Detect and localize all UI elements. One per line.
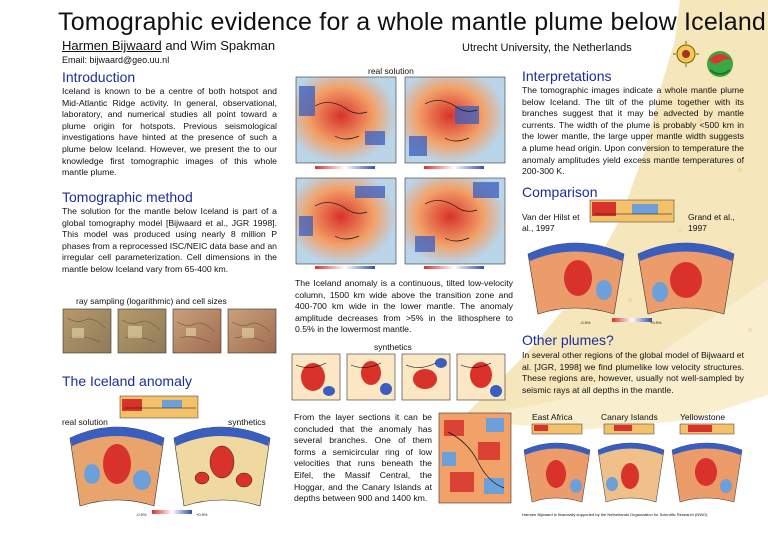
university-logo <box>670 38 740 80</box>
other-plumes-heading: Other plumes? <box>522 332 614 348</box>
other-plumes-sections <box>520 422 750 508</box>
anomaly-real-label: real solution <box>62 417 108 427</box>
middle-real-label: real solution <box>368 66 414 76</box>
ray-sampling-caption: ray sampling (logarithmic) and cell sizes <box>76 296 227 306</box>
anomaly-scale-max: +0.5% <box>196 512 208 517</box>
anomaly-cross-sections <box>62 394 284 518</box>
plume-label-canary-islands: Canary Islands <box>601 412 658 422</box>
comparison-scale-min: -0.5% <box>580 320 591 325</box>
comparison-right-label: Grand et al., 1997 <box>688 212 735 233</box>
plume-label-yellowstone: Yellowstone <box>680 412 726 422</box>
anomaly-synthetics-label: synthetics <box>228 417 266 427</box>
plume-label-east-africa: East Africa <box>532 412 573 422</box>
ray-sampling-maps <box>62 308 282 358</box>
anomaly-heading: The Iceland anomaly <box>62 373 192 389</box>
interpretations-text: The tomographic images indicate a whole mantle plume below Iceland. The tilt of the plume together with its branches suggest that it may be advected by mantle currents. The width of the plume is probably <500 km in the lower mantle, the large upper mantle width suggests a plume head origin. Upon conversion to temperature the anomaly amplitudes yield excess mantle temperatures of 200-300 K. <box>522 85 744 177</box>
funding-footer: Harmen Bijwaard is financially supported by the Netherlands Organization for Scientific Research (NWO) <box>522 512 708 517</box>
other-plumes-text: In several other regions of the global model of Bijwaard et al. [JGR, 1998] we find plumelike low velocity structures. These regions are, however, usually not well-sampled by seismic rays at all depths in the mantle. <box>522 350 744 395</box>
author-link[interactable]: Harmen Bijwaard <box>62 38 162 53</box>
branches-description: From the layer sections it can be concluded that the anomaly has several branches. One of them forms a semicircular ring of low velocities that runs beneath the Eifel, the Massif Central, the Hoggar, and the Canary Islands at depths between 900 and 1400 km. <box>294 412 432 504</box>
introduction-heading: Introduction <box>62 69 136 85</box>
method-heading: Tomographic method <box>62 189 193 205</box>
authors <box>62 38 275 53</box>
author-email[interactable]: Email: bijwaard@geo.uu.nl <box>62 55 170 65</box>
interpretations-heading: Interpretations <box>522 68 612 84</box>
real-solution-maps <box>295 76 513 272</box>
comparison-scale-max: +0.5% <box>650 320 662 325</box>
affiliation: Utrecht University, the Netherlands <box>462 42 632 54</box>
comparison-cross-sections <box>520 198 746 324</box>
introduction-text: Iceland is known to be a centre of both hotspot and Mid-Atlantic Ridge activity. In general, observational, laboratory, and numerical studies all point toward a plume origin for hotspots. Previous seismological investigations have hinted at the presence of such a plume below Iceland. However, we present the to our knowledge first tomographic images of this whole mantle plume. <box>62 86 277 178</box>
poster-title: Tomographic evidence for a whole mantle plume below Iceland <box>58 8 767 36</box>
anomaly-description: The Iceland anomaly is a continuous, tilted low-velocity column, 1500 km wide above the transition zone and 400-700 km wide in the lower mantle. The anomaly amplitude decreases from >5% in the lithosphere to 0.5% in the lowermost mantle. <box>295 278 513 335</box>
comparison-left-label: Van der Hilst et al., 1997 <box>522 212 580 233</box>
synthetic-maps <box>291 353 511 403</box>
author-join: and Wim Spakman <box>161 38 276 53</box>
branches-map <box>438 412 514 508</box>
method-text: The solution for the mantle below Iceland is part of a global tomography model [Bijwaard et al., JGR 1998]. This model was produced using nearly 8 million P phases from a reprocessed ISC/NEIC data base and an irregular cell parameterization. Cell dimensions in the mantle below Iceland vary from 65-400 km. <box>62 206 277 274</box>
comparison-heading: Comparison <box>522 184 598 200</box>
middle-synthetics-label: synthetics <box>374 342 412 352</box>
anomaly-scale-min: -0.5% <box>136 512 147 517</box>
